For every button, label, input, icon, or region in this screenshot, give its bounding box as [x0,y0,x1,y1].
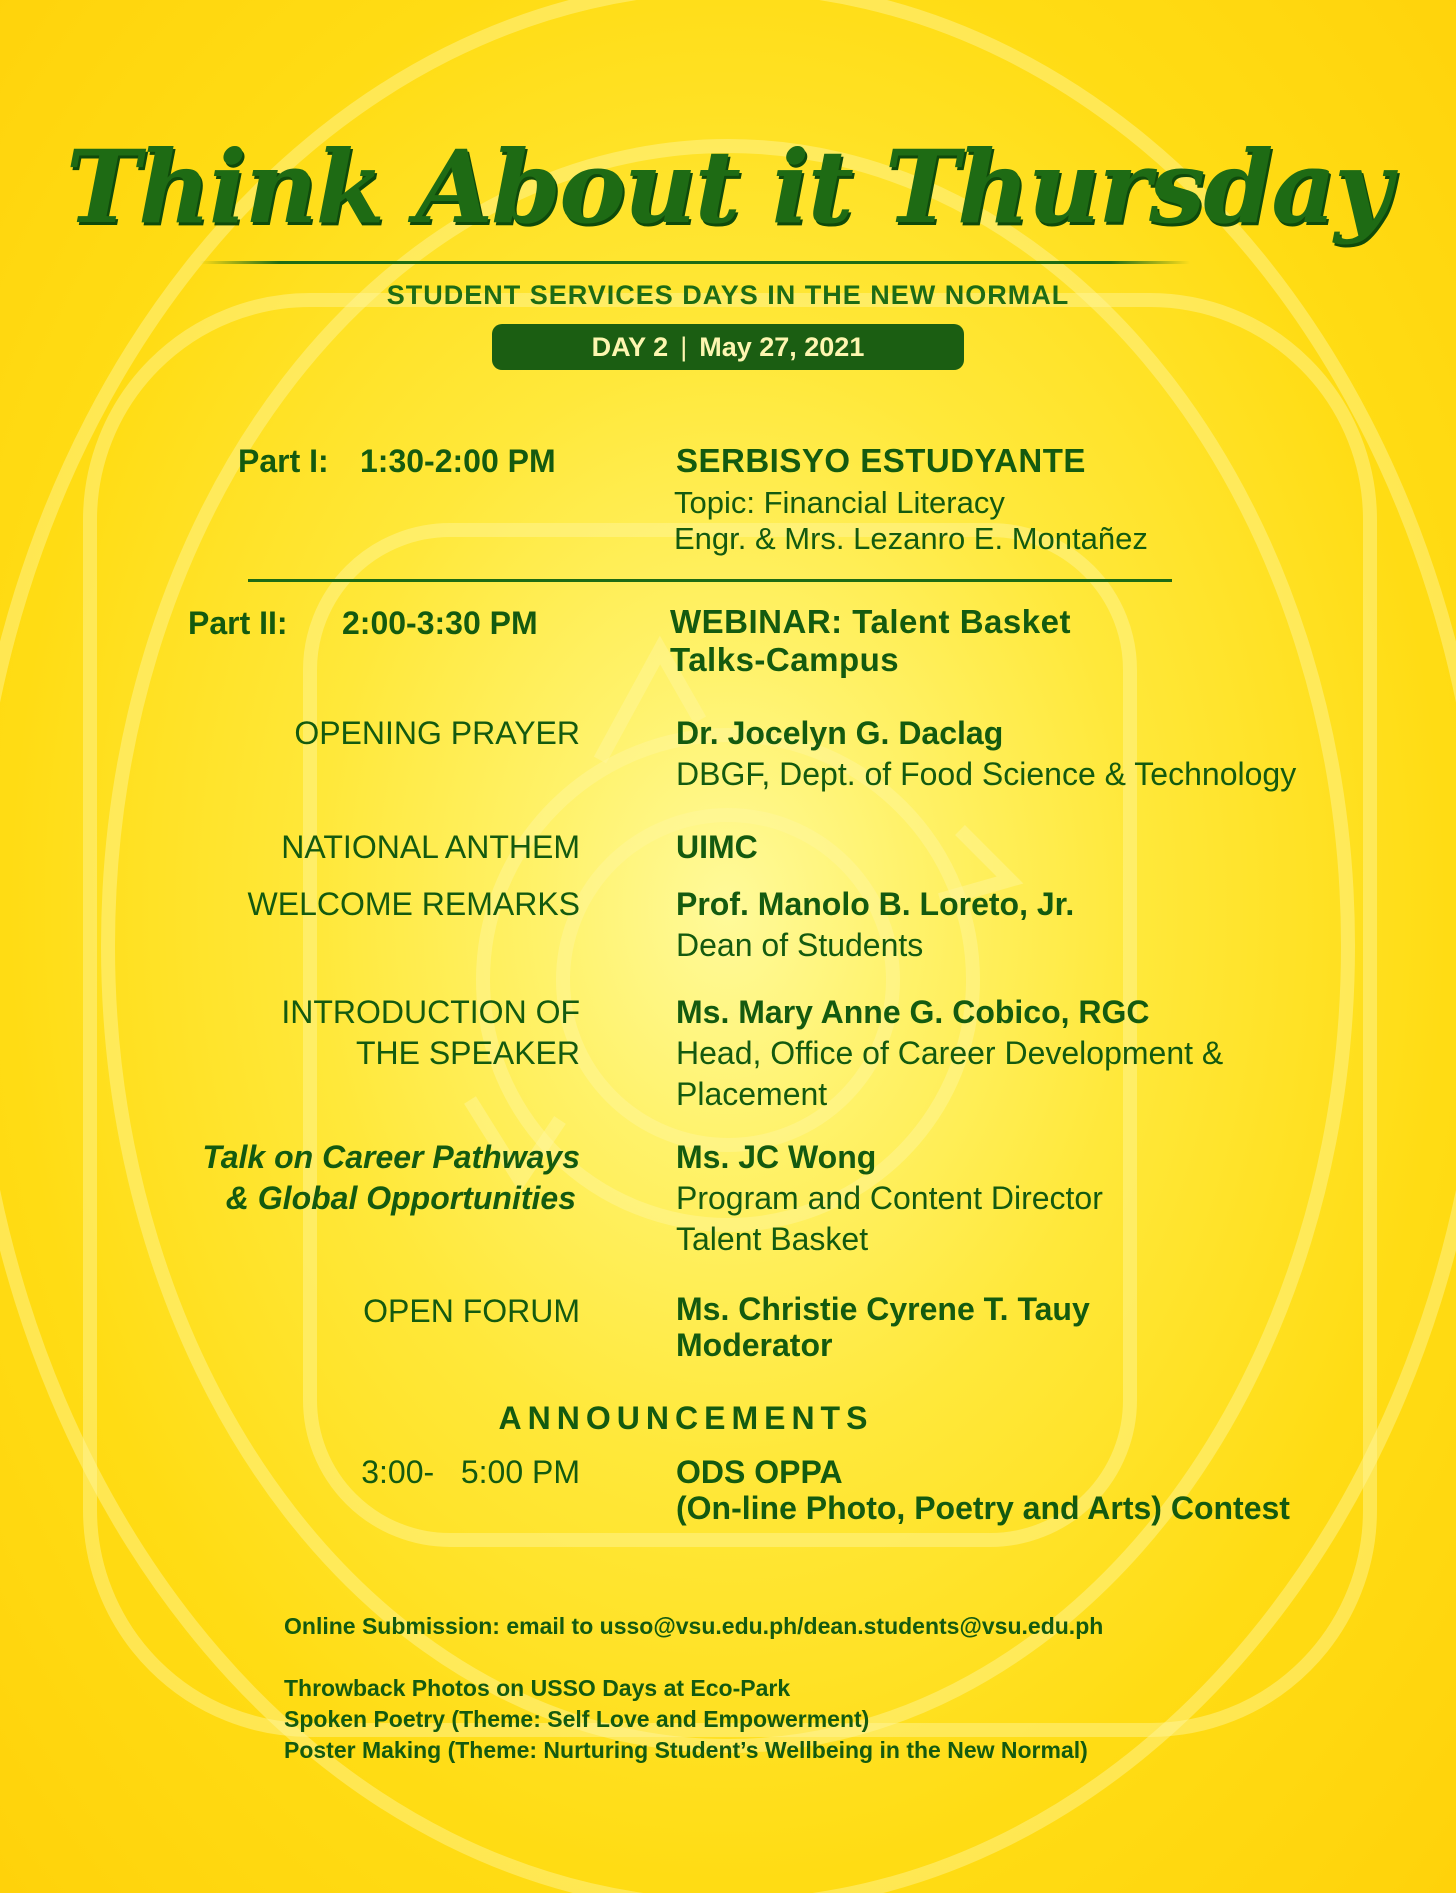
day-label: DAY 2 [591,331,669,362]
talk-label-line1: Talk on Career Pathways [202,1139,580,1175]
part2-label: Part II: [188,605,288,641]
national-anthem-label: NATIONAL ANTHEM [281,829,580,865]
title-underline [200,261,1190,264]
category-item: Throwback Photos on USSO Days at Eco-Park [284,1675,791,1701]
open-forum-name: Ms. Christie Cyrene T. Tauy [676,1291,1090,1327]
welcome-remarks-role: Dean of Students [676,927,924,963]
introduction-role-line2: Placement [676,1076,828,1112]
part2-title-line2: Talks-Campus [670,641,900,678]
opening-prayer-role: DBGF, Dept. of Food Science & Technology [676,756,1297,792]
category-item: Spoken Poetry (Theme: Self Love and Empowerment) [284,1706,870,1732]
part1-title: SERBISYO ESTUDYANTE [676,442,1086,479]
talk-speaker-name: Ms. JC Wong [676,1139,877,1175]
event-title: Think About it Thursday [65,128,1391,246]
introduction-name: Ms. Mary Anne G. Cobico, RGC [676,994,1150,1030]
section-divider [248,579,1172,582]
event-subtitle: STUDENT SERVICES DAYS IN THE NEW NORMAL [386,280,1070,310]
welcome-remarks-label: WELCOME REMARKS [247,886,580,922]
announcements-time: 3:00- 5:00 PM [361,1454,580,1490]
part2-title-line1: WEBINAR: Talent Basket [670,603,1071,640]
open-forum-label: OPEN FORUM [363,1293,580,1329]
talk-speaker-role-line1: Program and Content Director [676,1180,1103,1216]
talk-label-line2: & Global Opportunities [225,1180,576,1216]
introduction-label-line2: THE SPEAKER [355,1035,580,1071]
online-submission: Online Submission: email to usso@vsu.edu.ph/dean.students@vsu.edu.ph [284,1613,1104,1639]
part1-label: Part I: [238,443,329,479]
talk-speaker-role-line2: Talent Basket [676,1221,869,1257]
date-badge [492,324,964,370]
announcements-heading: ANNOUNCEMENTS [498,1400,874,1436]
national-anthem-name: UIMC [676,829,758,865]
announcements-title-line2: (On-line Photo, Poetry and Arts) Contest [676,1490,1290,1526]
category-item: Poster Making (Theme: Nurturing Student’s Wellbeing in the New Normal) [284,1737,1088,1763]
welcome-remarks-name: Prof. Manolo B. Loreto, Jr. [676,886,1075,922]
part1-topic: Topic: Financial Literacy [674,485,1005,520]
opening-prayer-name: Dr. Jocelyn G. Daclag [676,715,1004,751]
open-forum-role: Moderator [676,1327,833,1363]
event-date: May 27, 2021 [699,331,865,362]
introduction-role-line1: Head, Office of Career Development & [676,1035,1224,1071]
day-separator: | [680,331,688,362]
opening-prayer-label: OPENING PRAYER [294,715,580,751]
part1-speaker: Engr. & Mrs. Lezanro E. Montañez [674,521,1148,556]
introduction-label-line1: INTRODUCTION OF [281,994,580,1030]
part1-time: 1:30-2:00 PM [360,443,556,479]
part2-time: 2:00-3:30 PM [342,605,538,641]
announcements-title-line1: ODS OPPA [676,1454,843,1490]
